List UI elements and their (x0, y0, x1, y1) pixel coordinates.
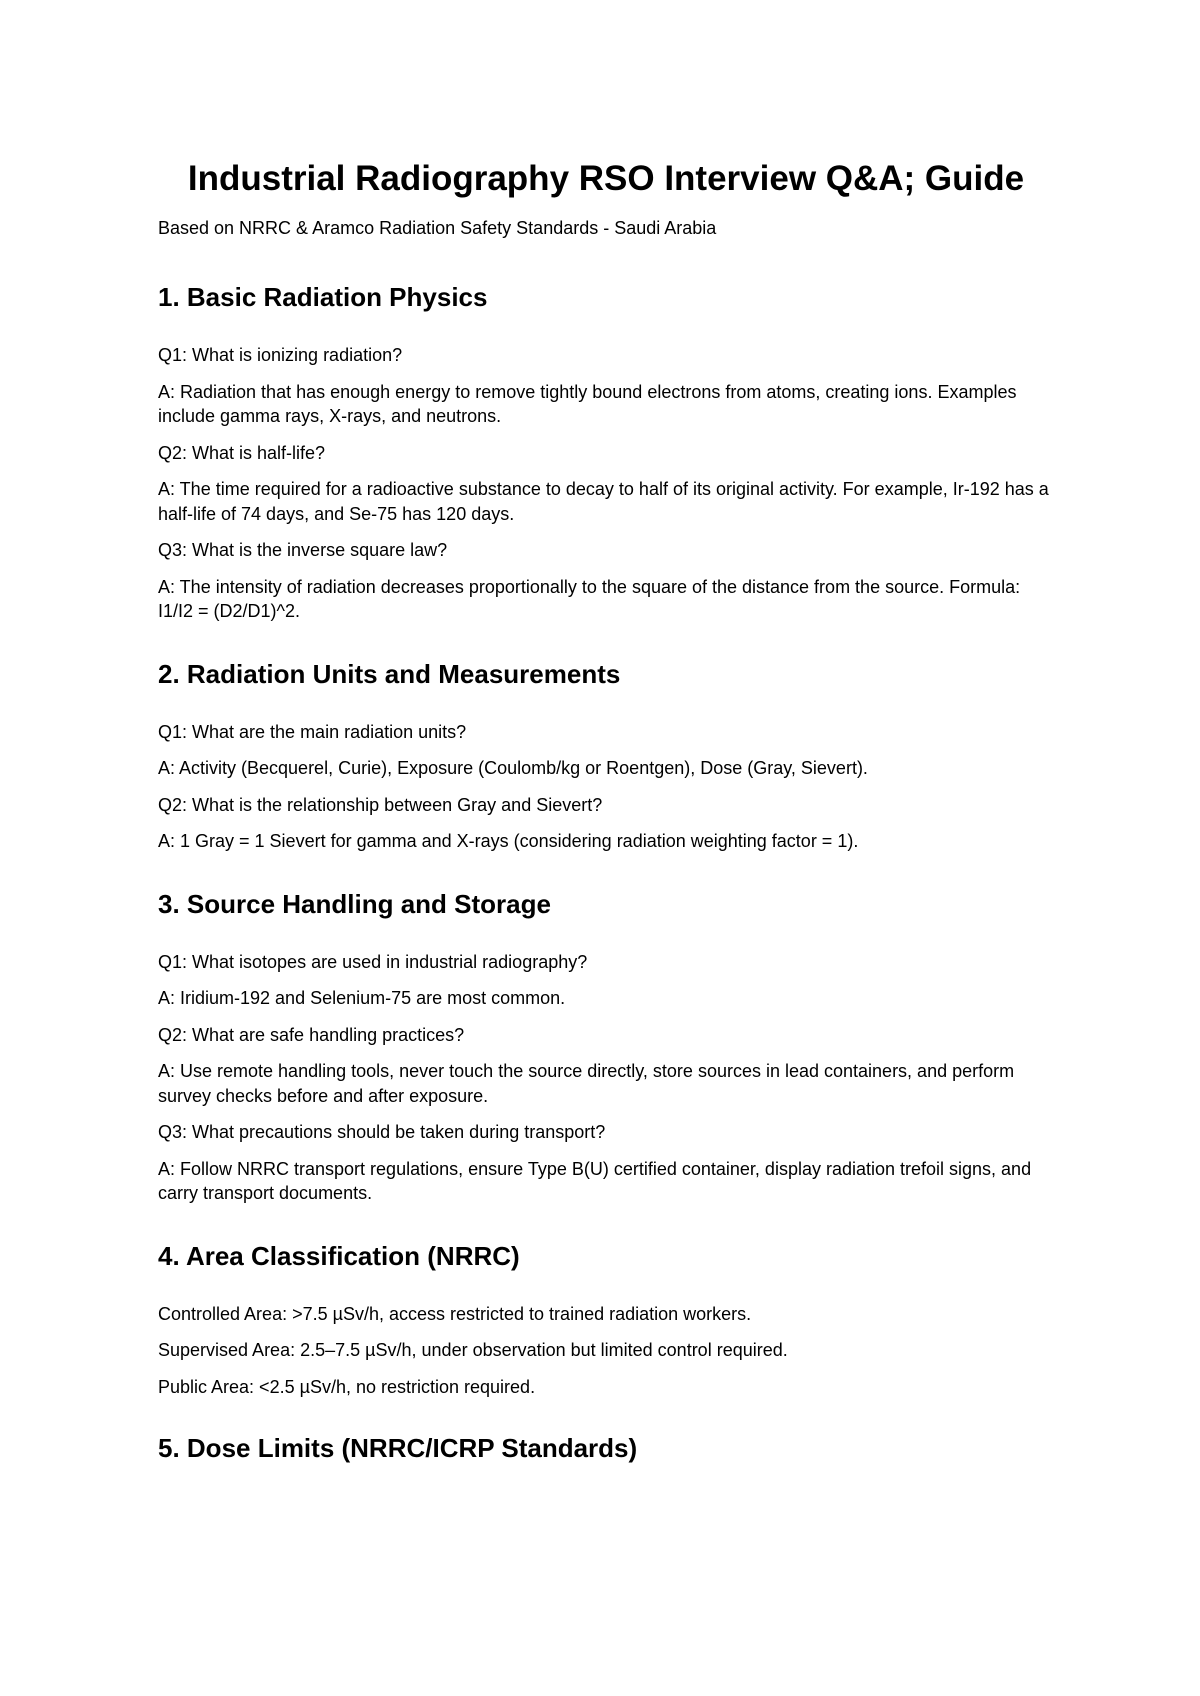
answer: A: Use remote handling tools, never touch the source directly, store sources in lead containers, and perform survey checks before and after exposure. (158, 1061, 1015, 1106)
answer: A: The time required for a radioactive substance to decay to half of its original activity. For example, Ir-192 has a half-life of 74 days, and Se-75 has 120 days. (158, 479, 1049, 524)
question: Q1: What are the main radiation units? (158, 721, 467, 742)
list-item: Public Area: <2.5 µSv/h, no restriction required. (158, 1376, 536, 1397)
answer: A: Iridium-192 and Selenium-75 are most common. (158, 988, 566, 1008)
section-dose-limits (158, 1432, 1060, 1464)
section-heading: 2. Radiation Units and Measurements (158, 658, 621, 689)
question: Q2: What are safe handling practices? (158, 1024, 465, 1045)
section-source-handling (158, 888, 1060, 1206)
section-basic-radiation-physics (158, 281, 1060, 624)
question: Q2: What is the relationship between Gray and Sievert? (158, 794, 603, 815)
question: Q3: What is the inverse square law? (158, 540, 448, 560)
section-heading: 3. Source Handling and Storage (158, 888, 551, 919)
section-heading: 5. Dose Limits (NRRC/ICRP Standards) (158, 1433, 638, 1463)
answer: A: Activity (Becquerel, Curie), Exposure (Coulomb/kg or Roentgen), Dose (Gray, Sievert). (158, 758, 868, 778)
list-item: Controlled Area: >7.5 µSv/h, access restricted to trained radiation workers. (158, 1303, 752, 1324)
question: Q2: What is half-life? (158, 442, 326, 463)
question: Q1: What isotopes are used in industrial radiography? (158, 951, 588, 972)
answer: A: Radiation that has enough energy to remove tightly bound electrons from atoms, creating ions. Examples include gamma rays, X-rays, and neutrons. (158, 381, 1017, 426)
answer: A: 1 Gray = 1 Sievert for gamma and X-rays (considering radiation weighting factor = 1). (158, 831, 859, 851)
answer: A: The intensity of radiation decreases proportionally to the square of the distance from the source. Formula: I1/I2 = (D2/D1)^2. (158, 576, 1021, 621)
document-subtitle: Based on NRRC & Aramco Radiation Safety Standards - Saudi Arabia (158, 218, 717, 238)
section-heading: 4. Area Classification (NRRC) (158, 1240, 520, 1271)
list-item: Supervised Area: 2.5–7.5 µSv/h, under observation but limited control required. (158, 1340, 788, 1360)
answer: A: Follow NRRC transport regulations, ensure Type B(U) certified container, display radiation trefoil signs, and carry transport documents. (158, 1158, 1032, 1203)
section-area-classification (158, 1240, 1060, 1400)
document-title: Industrial Radiography RSO Interview Q&A; Guide (187, 159, 1025, 198)
section-heading: 1. Basic Radiation Physics (158, 282, 488, 312)
question: Q3: What precautions should be taken during transport? (158, 1122, 606, 1142)
question: Q1: What is ionizing radiation? (158, 345, 403, 365)
section-radiation-units (158, 658, 1060, 854)
